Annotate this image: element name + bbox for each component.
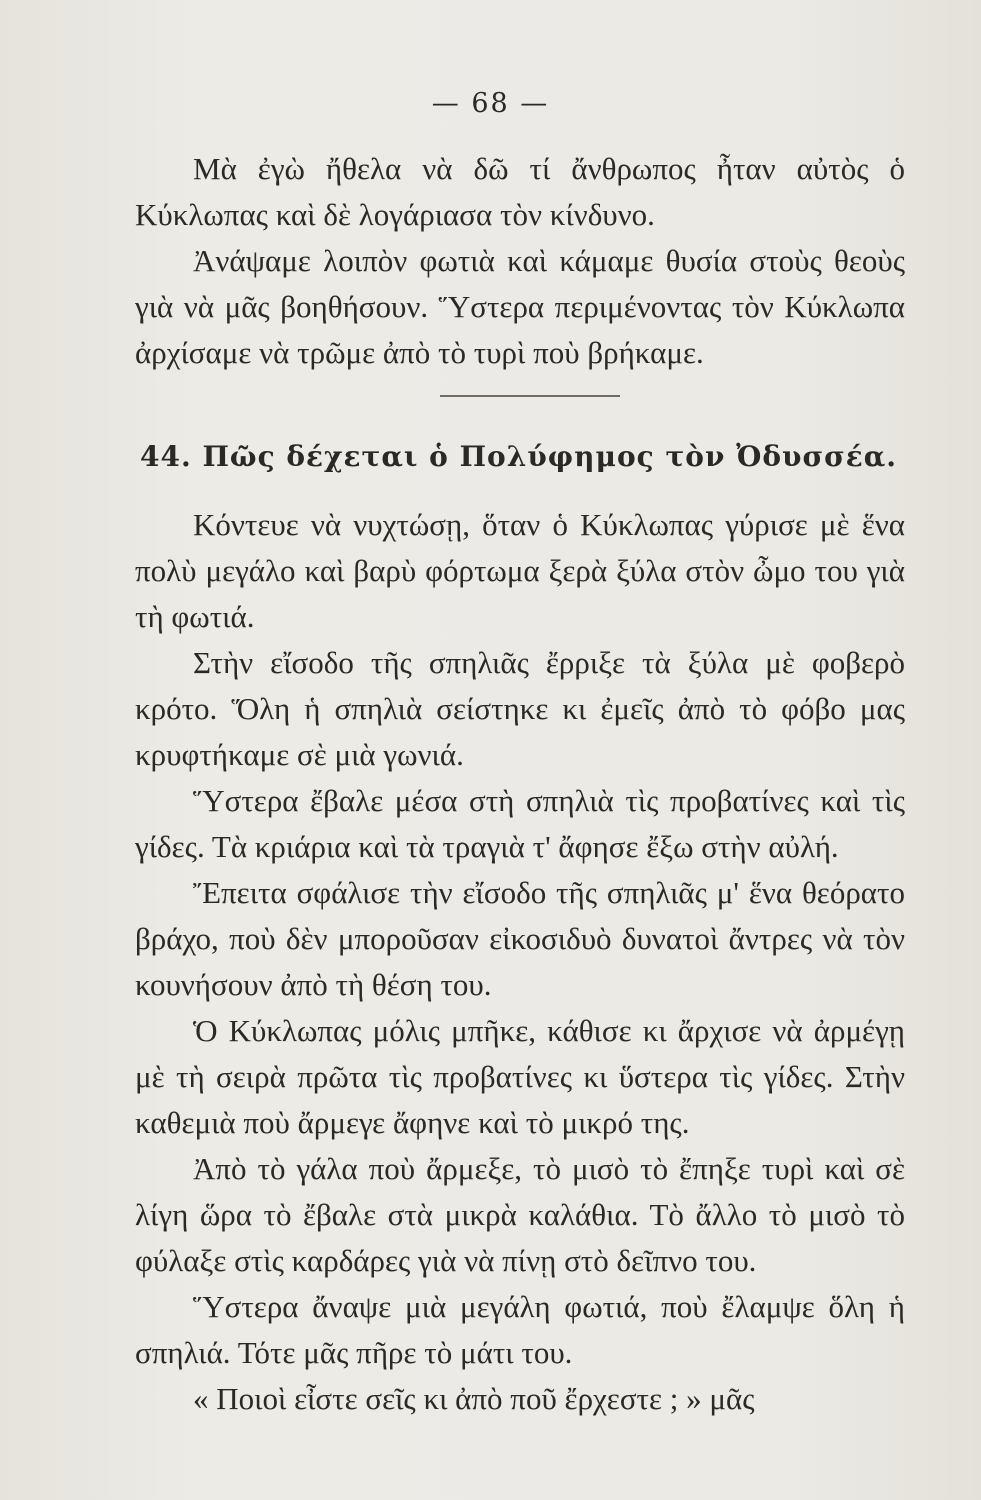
- paragraph: Ἀπὸ τὸ γάλα ποὺ ἄρμεξε, τὸ μισὸ τὸ ἔπηξε τυρὶ καὶ σὲ λίγη ὥρα τὸ ἔβαλε στὰ μικρὰ καλάθια. Τὸ ἄλλο τὸ μισὸ τὸ φύλαξε στὶς καρδάρες γιὰ νὰ πίνῃ στὸ δεῖπνο του.: [135, 1151, 905, 1278]
- paragraph: Ὕστερα ἄναψε μιὰ μεγάλη φωτιά, ποὺ ἔλαμψε ὅλη ἡ σπηλιά. Τότε μᾶς πῆρε τὸ μάτι του.: [135, 1289, 905, 1370]
- page-number: — 68 —: [431, 88, 550, 119]
- section-divider: [440, 395, 620, 397]
- intro-text: [135, 146, 905, 376]
- paragraph: Ἀνάψαμε λοιπὸν φωτιὰ καὶ κάμαμε θυσία στοὺς θεοὺς γιὰ νὰ μᾶς βοηθήσουν. Ὕστερα περιμένοντας τὸν Κύκλωπα ἀρχίσαμε νὰ τρῶμε ἀπὸ τὸ τυρὶ ποὺ βρήκαμε.: [135, 243, 905, 370]
- paragraph: Ὕστερα ἔβαλε μέσα στὴ σπηλιὰ τὶς προβατίνες καὶ τὶς γίδες. Τὰ κριάρια καὶ τὰ τραγιὰ τ' ἄφησε ἔξω στὴν αὐλή.: [135, 783, 905, 864]
- paragraph: Ὁ Κύκλωπας μόλις μπῆκε, κάθισε κι ἄρχισε νὰ ἀρμέγῃ μὲ τὴ σειρὰ πρῶτα τὶς προβατίνες κι ὕστερα τὶς γίδες. Στὴν καθεμιὰ ποὺ ἄρμεγε ἄφηνε καὶ τὸ μικρό της.: [135, 1013, 905, 1140]
- section-heading: 44. Πῶς δέχεται ὁ Πολύφημος τὸν Ὀδυσσέα.: [140, 440, 898, 473]
- paragraph: Μὰ ἐγὼ ἤθελα νὰ δῶ τί ἄνθρωπος ἦταν αὐτὸς ὁ Κύκλωπας καὶ δὲ λογάριασα τὸν κίνδυνο.: [135, 151, 905, 232]
- paragraph: Ἔπειτα σφάλισε τὴν εἴσοδο τῆς σπηλιᾶς μ' ἕνα θεόρατο βράχο, ποὺ δὲν μποροῦσαν εἰκοσιδυὸ δυνατοὶ ἄντρες νὰ τὸν κουνήσουν ἀπὸ τὴ θέση του.: [135, 875, 905, 1002]
- paragraph: « Ποιοὶ εἶστε σεῖς κι ἀπὸ ποῦ ἔρχεστε ; » μᾶς: [193, 1381, 755, 1416]
- paragraph: Κόντευε νὰ νυχτώσῃ, ὅταν ὁ Κύκλωπας γύρισε μὲ ἕνα πολὺ μεγάλο καὶ βαρὺ φόρτωμα ξερὰ ξύλα στὸν ὦμο του γιὰ τὴ φωτιά.: [135, 507, 905, 634]
- section-text: [135, 502, 905, 1422]
- paragraph: Στὴν εἴσοδο τῆς σπηλιᾶς ἔρριξε τὰ ξύλα μὲ φοβερὸ κρότο. Ὅλη ἡ σπηλιὰ σείστηκε κι ἐμεῖς ἀπὸ τὸ φόβο μας κρυφτήκαμε σὲ μιὰ γωνιά.: [135, 645, 905, 772]
